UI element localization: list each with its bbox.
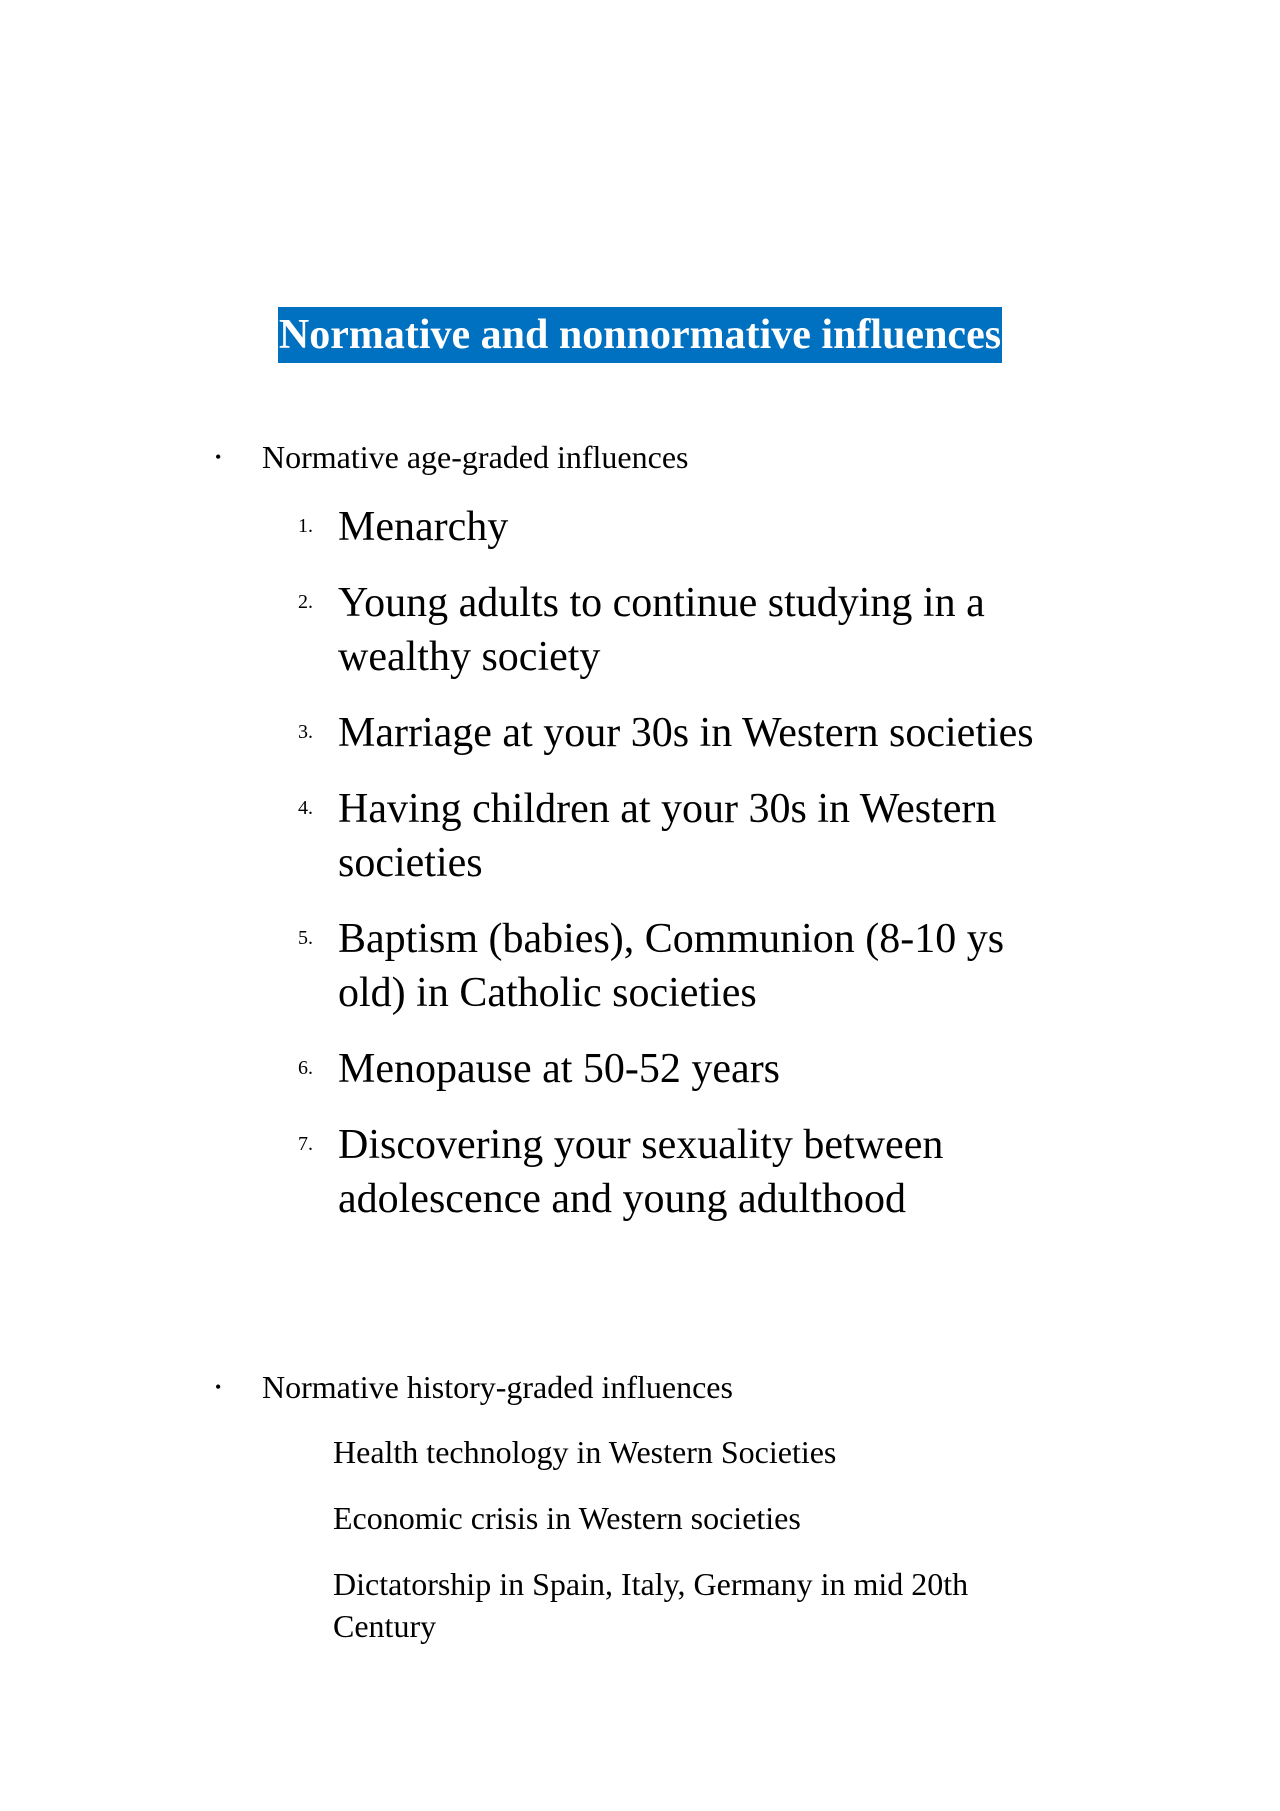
list-item-text: Menarchy	[338, 504, 509, 550]
list-item-text: Baptism (babies), Communion (8-10 ys old) in Catholic societies	[338, 916, 1005, 1016]
list-item	[290, 500, 1070, 554]
section-heading-age-graded: Normative age-graded influences	[262, 439, 689, 475]
list-item-text: Marriage at your 30s in Western societies	[338, 710, 1034, 756]
list-item-text: Discovering your sexuality between adolescence and young adulthood	[338, 1122, 944, 1222]
section-heading-history-graded: Normative history-graded influences	[262, 1369, 733, 1405]
age-graded-list	[290, 500, 1070, 1248]
list-item-text: Having children at your 30s in Western societies	[338, 786, 997, 886]
list-item	[290, 1042, 1070, 1096]
list-number: 2.	[298, 591, 313, 613]
bullet-icon: •	[215, 1377, 222, 1397]
list-number: 4.	[298, 797, 313, 819]
title-container	[0, 307, 1280, 363]
list-item-text: Young adults to continue studying in a wealthy society	[338, 580, 985, 680]
page-title: Normative and nonnormative influences	[278, 307, 1002, 363]
list-item	[290, 576, 1070, 684]
list-item: Dictatorship in Spain, Italy, Germany in mid 20th Century	[333, 1566, 969, 1644]
list-item-text: Menopause at 50-52 years	[338, 1046, 781, 1092]
list-number: 1.	[298, 515, 313, 537]
list-item	[290, 782, 1070, 890]
list-item	[290, 1118, 1070, 1226]
list-number: 7.	[298, 1133, 313, 1155]
list-number: 5.	[298, 927, 313, 949]
list-item	[290, 706, 1070, 760]
bullet-icon: •	[215, 447, 222, 467]
list-item	[290, 912, 1070, 1020]
history-graded-list	[333, 1431, 1053, 1671]
list-number: 3.	[298, 721, 313, 743]
list-item: Economic crisis in Western societies	[333, 1500, 801, 1536]
list-number: 6.	[298, 1057, 313, 1079]
list-item: Health technology in Western Societies	[333, 1434, 837, 1470]
